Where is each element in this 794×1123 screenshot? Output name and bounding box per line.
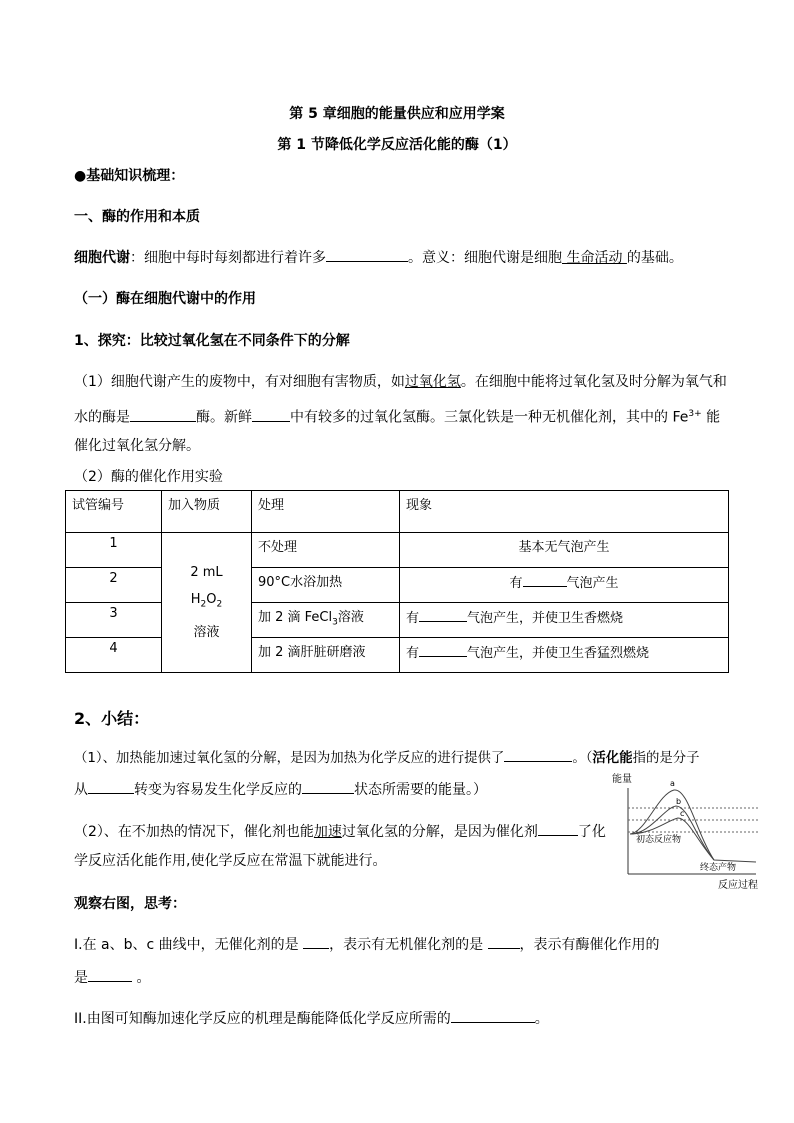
- text: 状态所需要的能量。）: [354, 782, 487, 798]
- treatment: 加 2 滴 FeCl$_3$溶液: [252, 603, 400, 638]
- experiment-table: [65, 490, 729, 673]
- blank: [302, 778, 354, 794]
- tube-number: 4: [66, 638, 162, 673]
- treatment: 90°C水浴加热: [252, 568, 400, 603]
- phenomenon: 有 气泡产生: [400, 568, 729, 603]
- para1-line2: [74, 403, 720, 429]
- text: II.由图可知酶加速化学反应的机理是酶能降低化学反应所需的: [74, 1011, 451, 1027]
- text: 酶。新鲜: [196, 409, 252, 426]
- question1-line1: [74, 933, 660, 956]
- material-amount: 2 mL: [190, 565, 223, 581]
- blank: [303, 933, 329, 949]
- text: ，表示有酶催化作用的: [519, 937, 660, 953]
- header-cell: 加入物质: [162, 491, 252, 533]
- text: 的基础。: [626, 250, 683, 266]
- blank: [88, 966, 132, 982]
- energy-diagram: [606, 772, 766, 890]
- question1-line2: [74, 966, 150, 989]
- blank: [451, 1007, 535, 1023]
- material-solution: 溶液: [193, 624, 220, 640]
- text: 。意义：细胞代谢是细胞: [408, 250, 562, 266]
- basics-heading: ●基础知识梳理：: [74, 168, 185, 184]
- blank: [523, 571, 567, 587]
- term-activation-energy: 活化能: [592, 751, 633, 766]
- curve-label-b: b: [676, 797, 682, 806]
- sum1-line2: [74, 778, 487, 801]
- explore-heading: 1、探究：比较过氧化氢在不同条件下的分解: [74, 333, 350, 349]
- superscript: 3+: [688, 409, 702, 419]
- treatment: 加 2 滴肝脏研磨液: [252, 638, 400, 673]
- text: ：细胞中每时每刻都进行着许多: [130, 250, 326, 266]
- material-formula: $H_2O_2$: [190, 592, 223, 610]
- header-cell: 处理: [252, 491, 400, 533]
- section-title: 第 1 节降低化学反应活化能的酶（1）: [277, 137, 517, 153]
- tube-number: 3: [66, 603, 162, 638]
- text: （1）细胞代谢产生的废物中，有对细胞有害物质，如: [74, 374, 405, 390]
- summary-heading: 2、小结：: [74, 709, 150, 728]
- material-cell: [162, 533, 252, 673]
- treatment: 不处理: [252, 533, 400, 568]
- text: 能: [701, 409, 721, 426]
- blank: [538, 820, 578, 836]
- sum1-line1: [74, 746, 700, 770]
- para2-heading: （2）酶的催化作用实验: [74, 469, 223, 485]
- table-header-row: [66, 491, 729, 533]
- subsection-heading: （一）酶在细胞代谢中的作用: [74, 291, 256, 307]
- text: 是: [74, 970, 88, 986]
- text: 指的是分子: [632, 751, 700, 766]
- initial-label: [636, 833, 681, 845]
- para1-line1: [74, 371, 727, 393]
- blank: [252, 406, 290, 422]
- text: 过氧化氢的分解，是因为催化剂: [341, 824, 538, 840]
- header-cell: 现象: [400, 491, 729, 533]
- phenomenon: 基本无气泡产生: [400, 533, 729, 568]
- blank: [326, 246, 408, 262]
- x-axis-label: 反应过程: [718, 880, 758, 890]
- initial-label-text: 初态反应物: [636, 835, 682, 845]
- answer-life-activity: 生命活动: [562, 250, 627, 266]
- blank: [130, 406, 196, 422]
- blank: [88, 778, 134, 794]
- table-row: [66, 533, 729, 568]
- sum2-line2: 学反应活化能作用,使化学反应在常温下就能进行。: [74, 853, 387, 869]
- phenomenon: 有 气泡产生，并使卫生香燃烧: [400, 603, 729, 638]
- header-cell: 试管编号: [66, 491, 162, 533]
- curve-label-c: c: [680, 809, 685, 818]
- text: I.在 a、b、c 曲线中，无催化剂的是: [74, 937, 304, 953]
- blank: [488, 933, 520, 949]
- answer-accelerate: 加速: [313, 824, 342, 840]
- text: 。（: [572, 751, 593, 766]
- text: 。: [132, 970, 151, 986]
- answer-h2o2: 过氧化氢: [404, 374, 461, 390]
- tube-number: 2: [66, 568, 162, 603]
- term-metabolism: 细胞代谢: [74, 250, 130, 266]
- text: 。在细胞中能将过氧化氢及时分解为氧气和: [460, 374, 727, 390]
- text: 了化: [577, 824, 606, 840]
- blank: [419, 606, 467, 622]
- y-axis-label: 能量: [612, 774, 632, 785]
- text: 。: [534, 1011, 549, 1027]
- section-heading: 一、酶的作用和本质: [74, 209, 200, 225]
- text: 水的酶是: [74, 409, 130, 426]
- text: ，表示有无机催化剂的是: [329, 937, 488, 953]
- blank: [504, 746, 572, 762]
- tube-number: 1: [66, 533, 162, 568]
- blank: [419, 641, 467, 657]
- observe-heading: 观察右图，思考：: [74, 896, 186, 912]
- text: （2）、在不加热的情况下，催化剂也能: [74, 824, 314, 840]
- text: 中有较多的过氧化氢酶。三氯化铁是一种无机催化剂，其中的 Fe: [290, 409, 689, 426]
- phenomenon: 有 气泡产生，并使卫生香猛烈燃烧: [400, 638, 729, 673]
- text: 转变为容易发生化学反应的: [134, 782, 302, 798]
- text: （1）、加热能加速过氧化氢的分解，是因为加热为化学反应的进行提供了: [74, 751, 505, 766]
- text: 从: [74, 782, 88, 798]
- question2-line: [74, 1007, 549, 1030]
- curve-label-a: a: [670, 779, 675, 788]
- doc-title: 第 5 章细胞的能量供应和应用学案: [289, 106, 505, 122]
- final-label: 终态产物: [700, 863, 737, 873]
- sum2-line1: [74, 820, 606, 843]
- para1-line3: 催化过氧化氢分解。: [74, 438, 200, 454]
- metabolism-line: [74, 246, 683, 269]
